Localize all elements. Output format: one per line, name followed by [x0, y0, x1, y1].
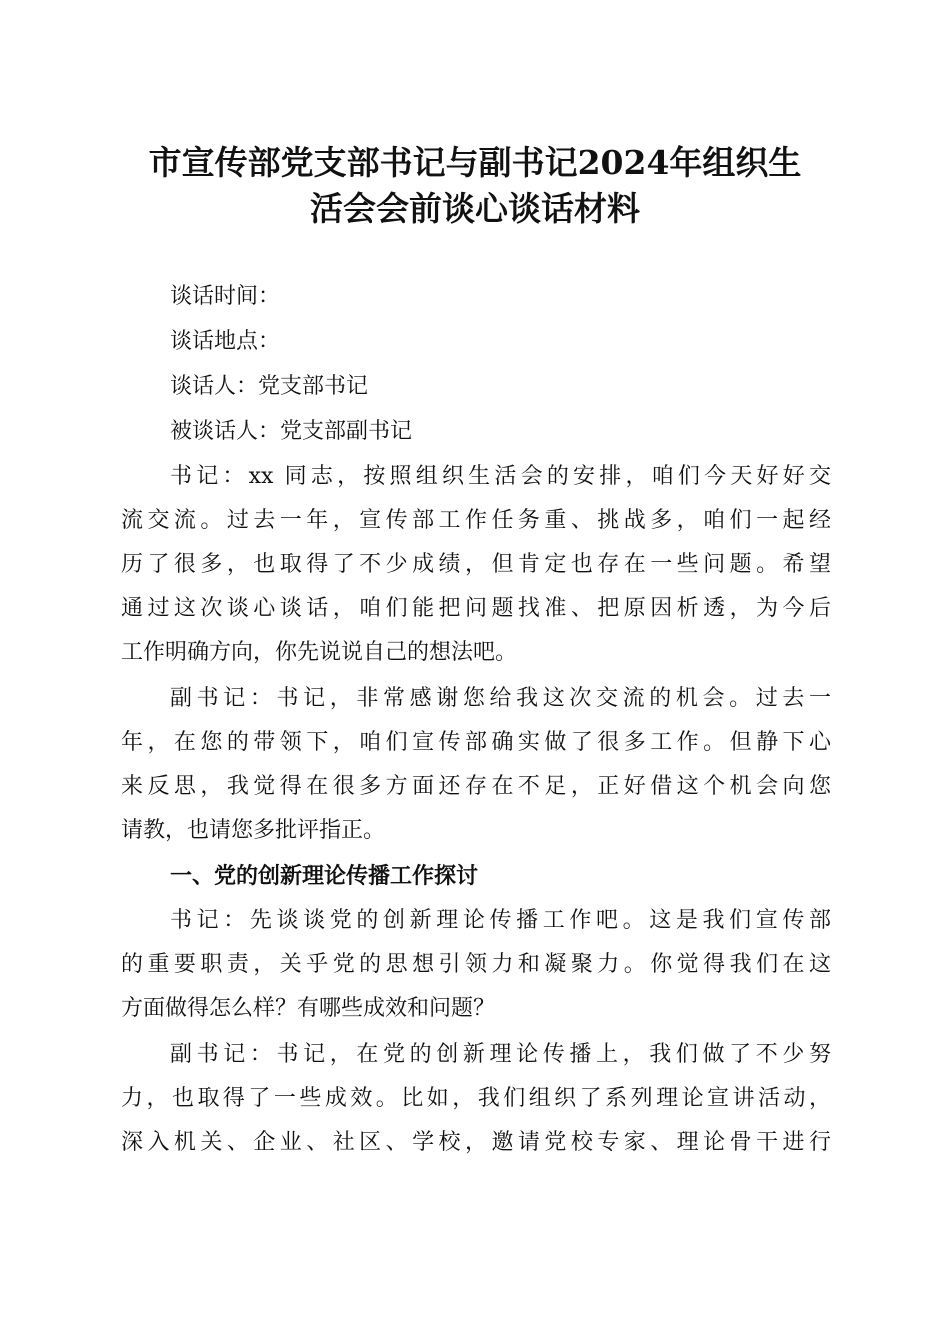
- paragraph-1-line-3: 历了很多，也取得了不少成绩，但肯定也存在一些问题。希望: [121, 552, 831, 577]
- paragraph-1-line-2: 流交流。过去一年，宣传部工作任务重、挑战多，咱们一起经: [121, 508, 831, 533]
- paragraph-2-line-3: 来反思，我觉得在很多方面还存在不足，正好借这个机会向您: [121, 774, 831, 799]
- meta-speaker-text: 谈话人：党支部书记: [170, 374, 369, 399]
- paragraph-1-line-5: 工作明确方向，你先说说自己的想法吧。: [121, 640, 518, 665]
- paragraph-2-line-1: 副书记：书记，非常感谢您给我这次交流的机会。过去一: [170, 686, 831, 711]
- paragraph-3-line-2: 的重要职责，关乎党的思想引领力和凝聚力。你觉得我们在这: [121, 952, 831, 977]
- paragraph-4-line-3: 深入机关、企业、社区、学校，邀请党校专家、理论骨干进行: [121, 1130, 831, 1155]
- paragraph-4-line-1: 副书记：书记，在党的创新理论传播上，我们做了不少努: [170, 1042, 831, 1067]
- paragraph-1-line-4: 通过这次谈心谈话，咱们能把问题找准、把原因析透，为今后: [121, 596, 831, 621]
- paragraph-2-line-4: 请教，也请您多批评指正。: [121, 818, 386, 843]
- paragraph-4-line-2: 力，也取得了一些成效。比如，我们组织了系列理论宣讲活动，: [121, 1086, 831, 1111]
- meta-time-label: 谈话时间：: [170, 284, 281, 309]
- paragraph-1-line-1: 书记：xx 同志，按照组织生活会的安排，咱们今天好好交: [170, 464, 831, 489]
- section-1-heading: 一、党的创新理论传播工作探讨: [170, 864, 479, 889]
- paragraph-3-line-1: 书记：先谈谈党的创新理论传播工作吧。这是我们宣传部: [170, 908, 831, 933]
- meta-listener-text: 被谈话人：党支部副书记: [170, 419, 413, 444]
- meta-place-label: 谈话地点：: [170, 329, 281, 354]
- document-title-line-2: 活会会前谈心谈话材料: [310, 189, 640, 228]
- document-title-line-1: 市宣传部党支部书记与副书记2024年组织生: [148, 143, 802, 182]
- paragraph-2-line-2: 年，在您的带领下，咱们宣传部确实做了很多工作。但静下心: [121, 730, 831, 755]
- paragraph-3-line-3: 方面做得怎么样？有哪些成效和问题？: [121, 996, 496, 1021]
